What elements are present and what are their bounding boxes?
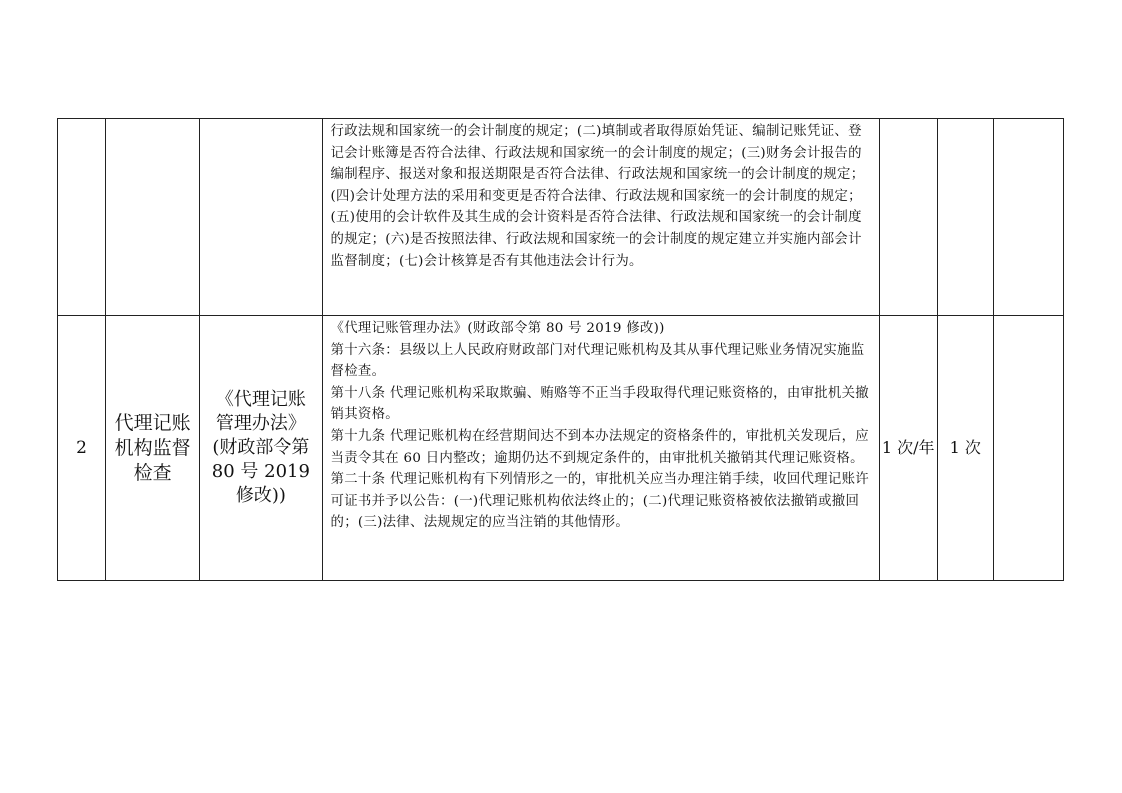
content-paragraph: 第十八条 代理记账机构采取欺骗、贿赂等不正当手段取得代理记账资格的，由审批机关撤销其资格。 xyxy=(330,385,869,423)
content-paragraph: 第十九条 代理记账机构在经营期间达不到本办法规定的资格条件的，审批机关发现后，应当责令其在 60 日内整改；逾期仍达不到规定条件的，由审批机关撤销其代理记账资格。 xyxy=(330,428,869,466)
frequency-cell: 1 次/年 xyxy=(879,316,937,581)
basis-cell: 《代理记账管理办法》(财政部令第 80 号 2019 修改)) xyxy=(200,316,322,581)
table-row xyxy=(58,119,1064,316)
table-row xyxy=(58,316,1064,581)
count-cell xyxy=(937,119,993,316)
content-paragraph: 第二十条 代理记账机构有下列情形之一的，审批机关应当办理注销手续，收回代理记账许可证书并予以公告：(一)代理记账机构依法终止的；(二)代理记账资格被依法撤销或撤回的；(三)法律、法规规定的应当注销的其他情形。 xyxy=(330,472,869,531)
basis-cell xyxy=(200,119,322,316)
content-cell xyxy=(322,316,879,581)
content-paragraph: 《代理记账管理办法》(财政部令第 80 号 2019 修改)) xyxy=(330,321,665,336)
inspection-table xyxy=(57,118,1064,581)
frequency-cell xyxy=(879,119,937,316)
count-cell: 1 次 xyxy=(937,316,993,581)
item-name xyxy=(106,119,200,316)
note-cell xyxy=(993,316,1063,581)
item-name: 代理记账机构监督检查 xyxy=(106,316,200,581)
row-number xyxy=(58,119,106,316)
row-number: 2 xyxy=(58,316,106,581)
content-paragraph: 第十六条：县级以上人民政府财政部门对代理记账机构及其从事代理记账业务情况实施监督检查。 xyxy=(330,342,865,380)
note-cell xyxy=(993,119,1063,316)
content-paragraph: 行政法规和国家统一的会计制度的规定；(二)填制或者取得原始凭证、编制记账凭证、登记会计账簿是否符合法律、行政法规和国家统一的会计制度的规定；(三)财务会计报告的编制程序、报送对象和报送期限是否符合法律、行政法规和国家统一的会计制度的规定；(四)会计处理方法的采用和变更是否符合法律、行政法规和国家统一的会计制度的规定；(五)使用的会计软件及其生成的会计资料是否符合法律、行政法规和国家统一的会计制度的规定；(六)是否按照法律、行政法规和国家统一的会计制度的规定建立并实施内部会计监督制度；(七)会计核算是否有其他违法会计行为。 xyxy=(330,124,865,269)
content-cell xyxy=(322,119,879,316)
